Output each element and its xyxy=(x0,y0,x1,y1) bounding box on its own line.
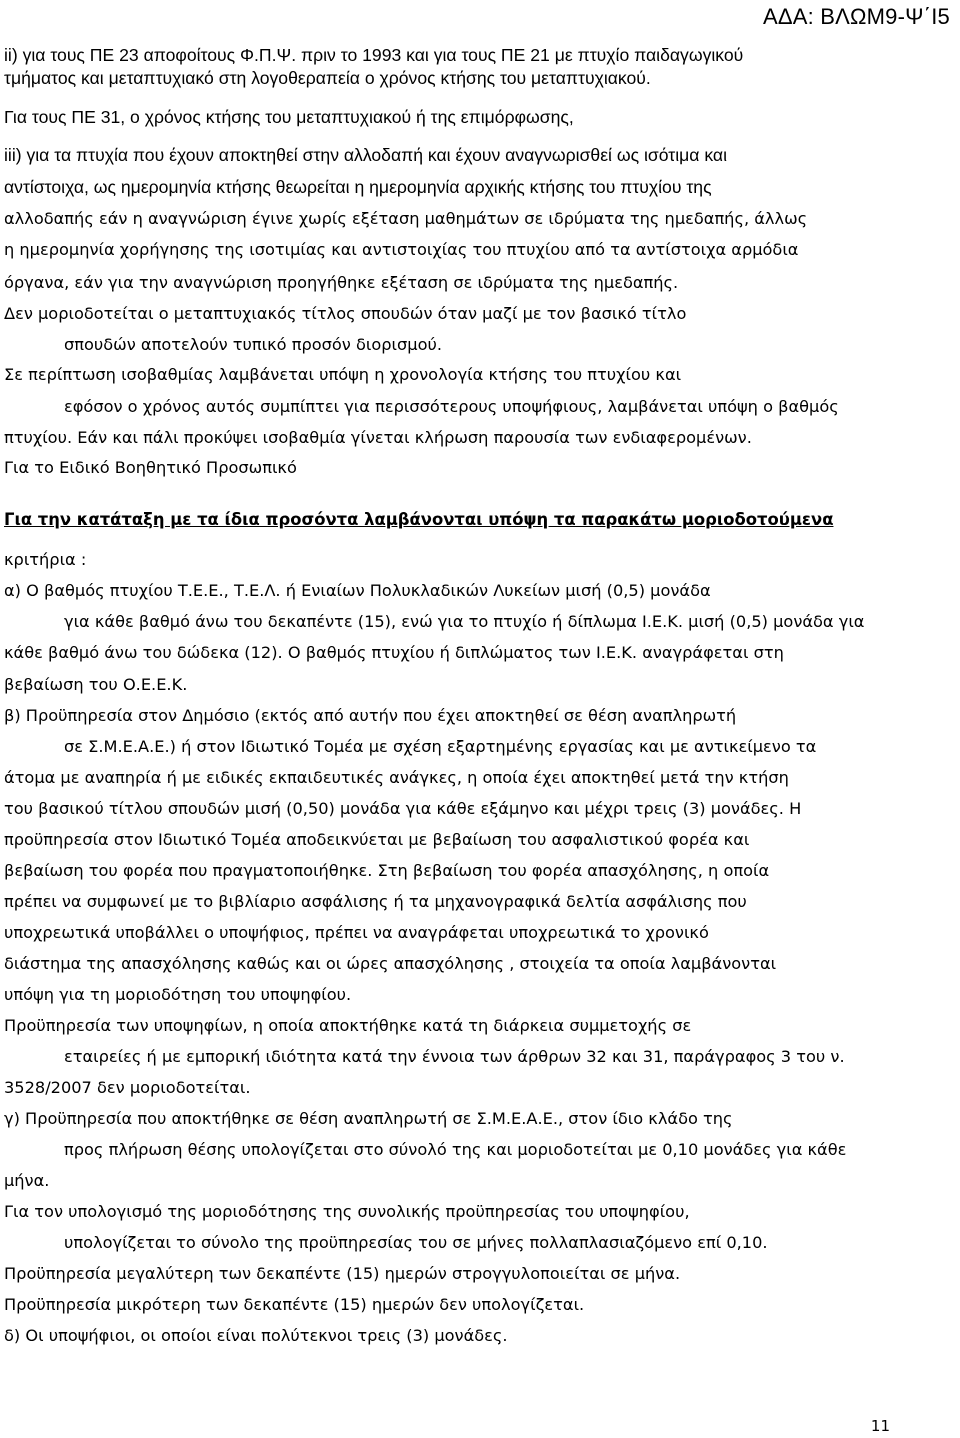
text-line: Για το Ειδικό Βοηθητικό Προσωπικό xyxy=(4,458,297,477)
text-line: δ) Οι υποψήφιοι, οι οποίοι είναι πολύτεκνοι τρεις (3) μονάδες. xyxy=(4,1326,508,1345)
text-line: Για τον υπολογισμό της μοριοδότησης της συνολικής προϋπηρεσίας του υποψηφίου, xyxy=(4,1202,690,1221)
text-line: Προϋπηρεσία μεγαλύτερη των δεκαπέντε (15) ημερών στρογγυλοποιείται σε μήνα. xyxy=(4,1264,681,1283)
text-line: η ημερομηνία χορήγησης της ισοτιμίας και αντιστοιχίας του πτυχίου από τα αντίστοιχα αρμόδια xyxy=(4,240,799,259)
text-line: μήνα. xyxy=(4,1171,50,1190)
page-number: 11 xyxy=(870,1417,890,1435)
text-line: Προϋπηρεσία μικρότερη των δεκαπέντε (15) ημερών δεν υπολογίζεται. xyxy=(4,1295,585,1314)
text-line: ii) για τους ΠΕ 23 αποφοίτους Φ.Π.Ψ. πριν το 1993 και για τους ΠΕ 21 με πτυχίο παιδαγωγικού xyxy=(4,45,744,65)
text-line: Για τους ΠΕ 31, ο χρόνος κτήσης του μεταπτυχιακού ή της επιμόρφωσης, xyxy=(4,107,574,127)
text-line: εφόσον ο χρόνος αυτός συμπίπτει για περισσότερους υποψήφιους, λαμβάνεται υπόψη ο βαθμός xyxy=(64,397,839,416)
text-line: αλλοδαπής εάν η αναγνώριση έγινε χωρίς εξέταση μαθημάτων σε ιδρύματα της ημεδαπής, άλλως xyxy=(4,209,808,228)
text-line: κριτήρια : xyxy=(4,550,87,569)
text-line: υπόψη για τη μοριοδότηση του υποψηφίου. xyxy=(4,985,352,1004)
text-line: Σε περίπτωση ισοβαθμίας λαμβάνεται υπόψη η χρονολογία κτήσης του πτυχίου και xyxy=(4,365,682,384)
text-line: του βασικού τίτλου σπουδών μισή (0,50) μονάδα για κάθε εξάμηνο και μέχρι τρεις (3) μονάδες. Η xyxy=(4,799,802,818)
text-line: σπουδών αποτελούν τυπικό προσόν διορισμού. xyxy=(64,335,442,354)
text-line: α) Ο βαθμός πτυχίου Τ.Ε.Ε., Τ.Ε.Λ. ή Ενιαίων Πολυκλαδικών Λυκείων μισή (0,5) μονάδα xyxy=(4,581,711,600)
text-line: γ) Προϋπηρεσία που αποκτήθηκε σε θέση αναπληρωτή σε Σ.Μ.Ε.Α.Ε., στον ίδιο κλάδο της xyxy=(4,1109,733,1128)
text-line: Δεν μοριοδοτείται ο μεταπτυχιακός τίτλος σπουδών όταν μαζί με τον βασικό τίτλο xyxy=(4,304,687,323)
text-line: διάστημα της απασχόλησης καθώς και οι ώρες απασχόλησης , στοιχεία τα οποία λαμβάνονται xyxy=(4,954,777,973)
text-line: βεβαίωση του φορέα που πραγματοποιήθηκε. Στη βεβαίωση του φορέα απασχόλησης, η οποία xyxy=(4,861,770,880)
text-line: σε Σ.Μ.Ε.Α.Ε.) ή στον Ιδιωτικό Τομέα με σχέση εξαρτημένης εργασίας και με αντικείμενο τα xyxy=(64,737,817,756)
text-line: Προϋπηρεσία των υποψηφίων, η οποία αποκτήθηκε κατά τη διάρκεια συμμετοχής σε xyxy=(4,1016,692,1035)
text-line: πρέπει να συμφωνεί με το βιβλίαριο ασφάλισης ή τα μηχανογραφικά δελτία ασφάλισης που xyxy=(4,892,747,911)
section-heading: Για την κατάταξη με τα ίδια προσόντα λαμβάνονται υπόψη τα παρακάτω μοριοδοτούμενα xyxy=(4,510,834,529)
text-line: iii) για τα πτυχία που έχουν αποκτηθεί στην αλλοδαπή και έχουν αναγνωρισθεί ως ισότιμα και xyxy=(4,145,727,165)
text-line: β) Προϋπηρεσία στον Δημόσιο (εκτός από αυτήν που έχει αποκτηθεί σε θέση αναπληρωτή xyxy=(4,706,737,725)
text-line: άτομα με αναπηρία ή με ειδικές εκπαιδευτικές ανάγκες, η οποία έχει αποκτηθεί μετά την κτήση xyxy=(4,768,789,787)
text-line: 3528/2007 δεν μοριοδοτείται. xyxy=(4,1078,251,1097)
text-line: εταιρείες ή με εμπορική ιδιότητα κατά την έννοια των άρθρων 32 και 31, παράγραφος 3 του ν. xyxy=(64,1047,845,1066)
text-line: αντίστοιχα, ως ημερομηνία κτήσης θεωρείται η ημερομηνία αρχικής κτήσης του πτυχίου της xyxy=(4,177,712,197)
text-line: υποχρεωτικά υποβάλλει ο υποψήφιος, πρέπει να αναγράφεται υποχρεωτικά το χρονικό xyxy=(4,923,709,942)
text-line: υπολογίζεται το σύνολο της προϋπηρεσίας του σε μήνες πολλαπλασιαζόμενο επί 0,10. xyxy=(64,1233,768,1252)
text-line: όργανα, εάν για την αναγνώριση προηγήθηκε εξέταση σε ιδρύματα της ημεδαπής. xyxy=(4,273,679,292)
text-line: προς πλήρωση θέσης υπολογίζεται στο σύνολό της και μοριοδοτείται με 0,10 μονάδες για κάθε xyxy=(64,1140,847,1159)
text-line: τμήματος και μεταπτυχιακό στη λογοθεραπεία ο χρόνος κτήσης του μεταπτυχιακού. xyxy=(4,68,651,88)
text-line: βεβαίωση του Ο.Ε.Ε.Κ. xyxy=(4,675,188,694)
text-line: πτυχίου. Εάν και πάλι προκύψει ισοβαθμία γίνεται κλήρωση παρουσία των ενδιαφερομένων. xyxy=(4,428,752,447)
text-line: για κάθε βαθμό άνω του δεκαπέντε (15), ενώ για το πτυχίο ή δίπλωμα Ι.Ε.Κ. μισή (0,5) μονάδα για xyxy=(64,612,865,631)
text-line: κάθε βαθμό άνω του δώδεκα (12). Ο βαθμός πτυχίου ή διπλώματος των Ι.Ε.Κ. αναγράφεται στη xyxy=(4,643,784,662)
ada-code: ΑΔΑ: ΒΛΩΜ9-Ψ΄Ι5 xyxy=(762,4,950,29)
text-line: προϋπηρεσία στον Ιδιωτικό Τομέα αποδεικνύεται με βεβαίωση του ασφαλιστικού φορέα και xyxy=(4,830,750,849)
